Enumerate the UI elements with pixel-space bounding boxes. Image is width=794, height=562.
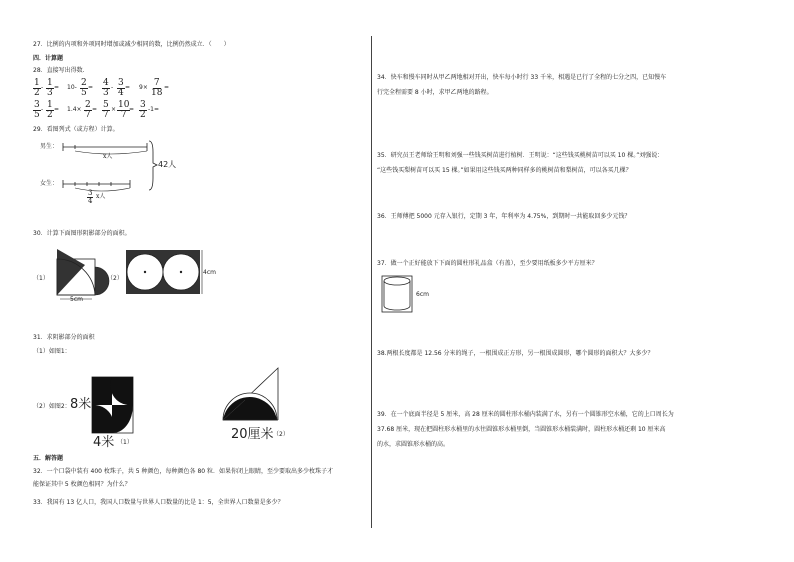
question-35: 35．研究员王老师给王明和刘强一些钱买树苗进行植树．王明说：“这些钱买桃树苗可以买 10 棵。”刘强说： [377, 152, 664, 159]
fraction: $\frac{1}{2}$ [47, 100, 53, 120]
equals: = [125, 84, 131, 91]
question-29: 29．看图列式（或方程）计算。 [33, 126, 119, 133]
side-label: 8米 [70, 397, 92, 412]
operator: 1.4× [67, 106, 82, 113]
question-39-cont: 37.68 厘米，现在把圆柱形水桶里的水往圆锥形水桶里倒，当圆锥形水桶装满时，圆柱形水桶还剩 10 厘米高 [377, 426, 666, 433]
operator: - [41, 106, 44, 113]
height-label: 4cm [203, 269, 216, 276]
fraction: $\frac{5}{7}$ [103, 100, 109, 120]
operator: - [111, 84, 114, 91]
question-37: 37．做一个正好能放下下面的圆柱形礼品盒（有盖），至少要用纸板多少平方厘米？ [377, 260, 598, 267]
x-label: x人 [96, 193, 106, 200]
section-4-heading: 四．计算题 [33, 55, 64, 62]
question-30: 30．计算下面图形阴影部分的面积。 [33, 230, 131, 237]
question-34-cont: 行完全程需要 8 小时，求甲乙两地的路程。 [377, 89, 493, 96]
question-31: 31．求阴影部分的面积 [33, 334, 95, 341]
question-32-cont: 能保证其中 5 枚颜色相同？为什么？ [33, 481, 131, 488]
question-38: 38.两根长度都是 12.56 分米的绳子，一根围成正方形，另一根围成圆形，哪个圆形的面积大？大多少？ [377, 350, 654, 357]
question-31-part-1: （1）如图1： [33, 348, 71, 355]
fraction: $\frac{7}{18}$ [151, 78, 163, 98]
question-39: 39．在一个底面半径是 5 厘米，高 28 厘米的圆柱形水桶内装满了水，另有一个圆锥形空水桶，它的上口周长为 [377, 411, 674, 418]
width-label: 5cm [70, 296, 83, 303]
fraction: $\frac{10}{7}$ [118, 100, 130, 120]
figure-label: （2） [107, 275, 123, 282]
fraction: $\frac{2}{7}$ [85, 100, 91, 120]
fraction: $\frac{1}{3}$ [47, 78, 53, 98]
fraction: $\frac{3}{4}$ [118, 78, 124, 98]
fraction: $\frac{3}{2}$ [140, 100, 146, 120]
x-label: x人 [103, 153, 113, 160]
fraction: $\frac{4}{3}$ [103, 78, 109, 98]
dimension-label: 6cm [416, 291, 429, 298]
operator: -1= [148, 106, 160, 113]
question-34: 34．快车和慢车同时从甲乙两地相对开出，快车每小时行 33 千米，相遇是已行了全程的七分之四，已知慢车 [377, 74, 667, 81]
question-33: 33．我国有 13 亿人口，我国人口数量与世界人口数量的比是 1：5，全世界人口数量是多少？ [33, 499, 284, 506]
question-35-cont: “这些钱买梨树苗可以买 15 棵。”如果用这些钱买两种同样多的桃树苗和梨树苗，可以各买几棵？ [377, 167, 632, 174]
equals: = [92, 106, 98, 113]
operator: 9× [139, 84, 148, 91]
equals: = [88, 84, 94, 91]
fraction: $\frac{2}{5}$ [81, 78, 87, 98]
figure-label: （1） [117, 439, 133, 446]
question-28: 28．直接写出得数. [33, 67, 85, 74]
equals: = [129, 106, 135, 113]
total-label: 42人 [158, 160, 177, 169]
side-label: 20厘米 [231, 427, 274, 442]
fraction: $\frac{3}{5}$ [34, 100, 40, 120]
question-31-part-2: （2）如图2： [33, 403, 71, 410]
fraction: $\frac{1}{2}$ [34, 78, 40, 98]
equals: = [54, 106, 60, 113]
operator: - [41, 84, 44, 91]
equals: = [164, 84, 170, 91]
figure-label: （2） [273, 431, 289, 438]
side-label: 4米 [93, 435, 115, 450]
section-5-heading: 五．解答题 [33, 455, 64, 462]
question-32: 32．一个口袋中装有 400 枚珠子，共 5 种颜色，每种颜色各 80 粒．如果你闭上眼睛，至少要取出多少枚珠子才 [33, 468, 333, 475]
question-39-cont-2: 的水，求圆锥形水桶的高。 [377, 441, 450, 448]
operator: 10- [67, 84, 77, 91]
girls-label: 女生： [40, 180, 59, 187]
figure-label: （1） [33, 275, 49, 282]
fraction: $\frac{3}{4}$ [88, 189, 93, 205]
question-27: 27．比例的内项和外项同时增加或减少相同的数，比例仍然成立．（ ） [33, 41, 230, 48]
question-36: 36．王师傅把 5000 元存入银行，定期 3 年，年利率为 4.75%，到期时一共能取回多少元钱？ [377, 213, 631, 220]
boys-label: 男生： [40, 143, 59, 150]
operator: × [111, 106, 117, 113]
equals: = [54, 84, 60, 91]
